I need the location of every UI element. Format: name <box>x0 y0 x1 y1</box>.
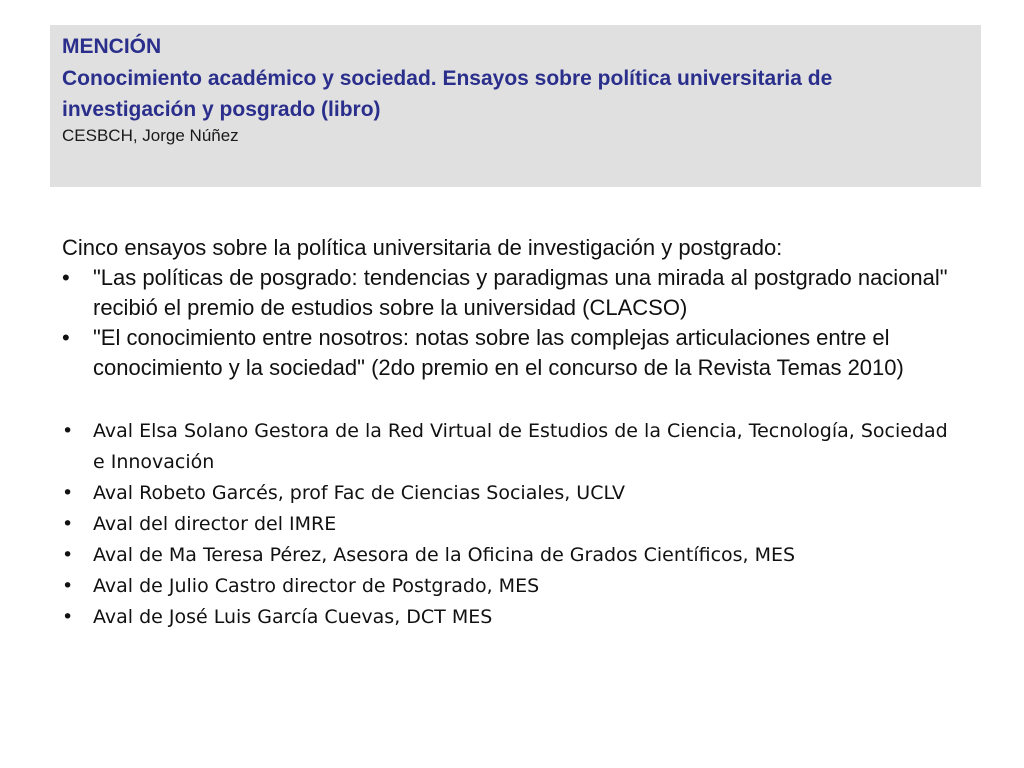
bullet: • <box>62 544 74 566</box>
aval-text: Aval de José Luis García Cuevas, DCT MES <box>93 606 493 628</box>
aval-list <box>62 416 962 633</box>
list-item <box>62 509 962 540</box>
aval-text: Aval Robeto Garcés, prof Fac de Ciencias Sociales, UCLV <box>93 482 625 504</box>
list-item <box>62 571 962 602</box>
bullet: • <box>62 575 74 597</box>
aval-text: Aval del director del IMRE <box>93 513 337 535</box>
bullet: • <box>62 513 74 535</box>
mention-label: MENCIÓN <box>62 35 162 58</box>
aval-text: Aval de Ma Teresa Pérez, Asesora de la Oficina de Grados Científicos, MES <box>93 544 796 566</box>
list-item <box>62 416 962 478</box>
bullet: • <box>62 482 74 504</box>
essay-text: "El conocimiento entre nosotros: notas sobre las complejas articulaciones entre el conocimiento y la sociedad" (2do premio en el concurso de la Revista Temas 2010) <box>93 325 904 380</box>
essay-text: "Las políticas de posgrado: tendencias y paradigmas una mirada al postgrado nacional" recibió el premio de estudios sobre la universidad (CLACSO) <box>93 265 948 320</box>
bullet: • <box>62 420 74 442</box>
aval-text: Aval Elsa Solano Gestora de la Red Virtual de Estudios de la Ciencia, Tecnología, Sociedad e Innovación <box>93 420 948 473</box>
book-authors: CESBCH, Jorge Núñez <box>62 126 239 145</box>
bullet: • <box>62 265 70 290</box>
book-title: Conocimiento académico y sociedad. Ensayos sobre política universitaria de investigación y posgrado (libro) <box>62 67 833 121</box>
list-item <box>62 478 962 509</box>
aval-text: Aval de Julio Castro director de Postgrado, MES <box>93 575 540 597</box>
list-item <box>62 263 962 323</box>
essay-list <box>62 263 962 383</box>
essays-intro: Cinco ensayos sobre la política universitaria de investigación y postgrado: <box>62 235 783 260</box>
bullet: • <box>62 606 74 628</box>
list-item <box>62 323 962 383</box>
bullet: • <box>62 325 70 350</box>
list-item <box>62 602 962 633</box>
list-item <box>62 540 962 571</box>
